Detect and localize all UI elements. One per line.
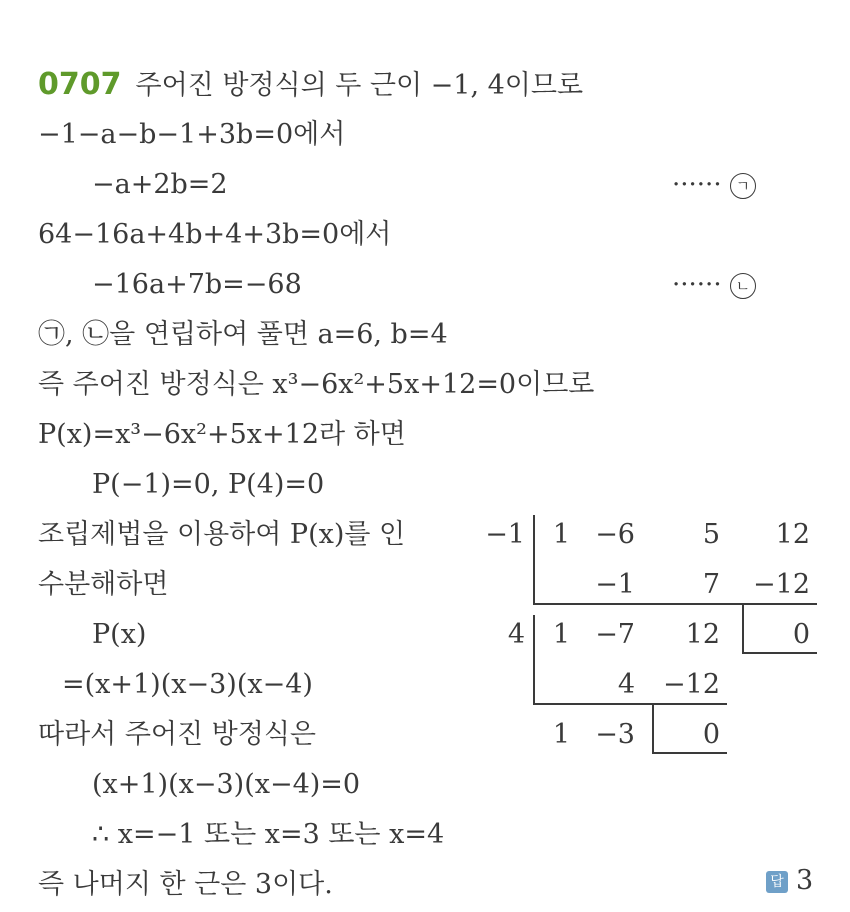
conclusion-line: 즉 나머지 한 근은 3이다. <box>38 869 333 900</box>
division-cell: 4 <box>617 669 635 700</box>
answer <box>766 864 813 898</box>
leader-dots: ······ <box>672 270 722 300</box>
equation-line: −16a+7b=−68 <box>92 269 302 300</box>
equation-line: 즉 주어진 방정식은 x³−6x²+5x+12=0이므로 <box>38 369 595 400</box>
circled-label-icon: ㄴ <box>730 273 756 299</box>
division-cell: −6 <box>595 519 635 550</box>
division-line <box>533 603 817 605</box>
equation-line: −1−a−b−1+3b=0에서 <box>38 119 346 150</box>
text-line: 따라서 주어진 방정식은 <box>38 719 316 750</box>
division-bar <box>533 615 535 705</box>
division-cell: −12 <box>753 569 810 600</box>
problem-heading: 주어진 방정식의 두 근이 −1, 4이므로 <box>135 70 584 101</box>
division-cell: 0 <box>702 719 720 750</box>
equation-line: ∴ x=−1 또는 x=3 또는 x=4 <box>92 819 445 850</box>
equation-line: P(−1)=0, P(4)=0 <box>92 469 325 500</box>
remainder-box-bottom <box>652 752 727 754</box>
equation-line: (x+1)(x−3)(x−4)=0 <box>92 769 361 800</box>
division-cell: 4 <box>507 619 525 650</box>
remainder-box-left <box>652 703 654 753</box>
division-cell: 7 <box>702 569 720 600</box>
equation-line: 64−16a+4b+4+3b=0에서 <box>38 219 392 250</box>
division-cell: 12 <box>775 519 810 550</box>
equation-line: P(x) <box>92 619 147 650</box>
circled-label-icon: ㄱ <box>730 173 756 199</box>
equation-line: −a+2b=2 <box>92 169 228 200</box>
division-cell: −7 <box>595 619 635 650</box>
division-cell: 5 <box>702 519 720 550</box>
equation-marker-2 <box>672 268 756 302</box>
division-cell: 1 <box>552 519 570 550</box>
equation-line: ㉠, ㉡을 연립하여 풀면 a=6, b=4 <box>38 319 448 350</box>
division-cell: −3 <box>595 719 635 750</box>
division-cell: −1 <box>595 569 635 600</box>
equation-line: P(x)=x³−6x²+5x+12라 하면 <box>38 419 406 450</box>
remainder-box-bottom <box>742 652 817 654</box>
problem-number: 0707 <box>38 67 122 102</box>
problem-header <box>38 68 583 103</box>
text-line: 조립제법을 이용하여 P(x)를 인 <box>38 519 406 550</box>
leader-dots: ······ <box>672 170 722 200</box>
text-line: 수분해하면 <box>38 569 169 600</box>
division-cell: −1 <box>485 519 525 550</box>
division-line <box>533 703 727 705</box>
equation-marker-1 <box>672 168 756 202</box>
remainder-box-left <box>742 603 744 653</box>
division-bar <box>533 515 535 605</box>
division-cell: 1 <box>552 619 570 650</box>
division-cell: 1 <box>552 719 570 750</box>
division-cell: 0 <box>792 619 810 650</box>
answer-value: 3 <box>796 865 814 896</box>
equation-line: =(x+1)(x−3)(x−4) <box>62 669 313 700</box>
division-cell: 12 <box>685 619 720 650</box>
division-cell: −12 <box>663 669 720 700</box>
answer-icon: 답 <box>766 871 788 893</box>
